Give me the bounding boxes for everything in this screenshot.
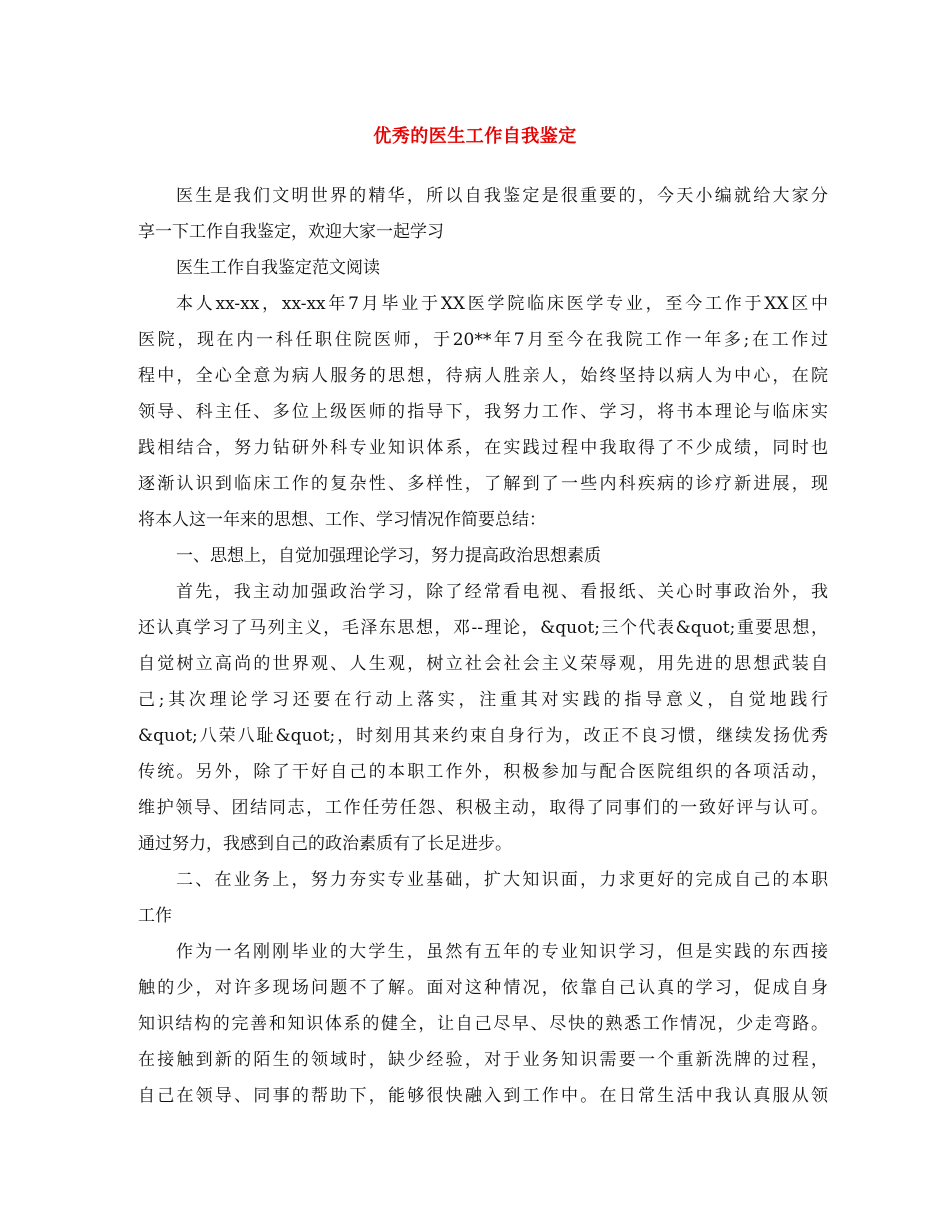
paragraph-line: 还认真学习了马列主义，毛泽东思想，邓--理论，&quot;三个代表&quot;重要思想， [138,618,828,638]
paragraph-line: 自觉树立高尚的世界观、人生观，树立社会社会主义荣辱观，用先进的思想武装自 [138,654,828,674]
paragraph-line: 领导、科主任、多位上级医师的指导下，我努力工作、学习，将书本理论与临床实 [138,402,828,422]
paragraph-line: 逐渐认识到临床工作的复杂性、多样性，了解到了一些内科疾病的诊疗新进展，现 [138,474,828,494]
paragraph-line: 程中，全心全意为病人服务的思想，待病人胜亲人，始终坚持以病人为中心，在院 [138,366,828,386]
paragraph-line: 己;其次理论学习还要在行动上落实，注重其对实践的指导意义，自觉地践行 [138,690,828,710]
paragraph-line: 在接触到新的陌生的领域时，缺少经验，对于业务知识需要一个重新洗牌的过程， [138,1050,828,1070]
paragraph-line: 医生工作自我鉴定范文阅读 [176,258,380,278]
paragraph-line: 知识结构的完善和知识体系的健全，让自己尽早、尽快的熟悉工作情况，少走弯路。 [138,1014,828,1034]
section-heading: 二、在业务上，努力夯实专业基础，扩大知识面，力求更好的完成自己的本职 [176,870,828,890]
section-heading: 一、思想上，自觉加强理论学习，努力提高政治思想素质 [176,546,601,566]
paragraph-line: 首先，我主动加强政治学习，除了经常看电视、看报纸、关心时事政治外，我 [176,582,828,602]
paragraph-line: 医院，现在内一科任职住院医师，于20**年7月至今在我院工作一年多;在工作过 [138,330,828,350]
document-title: 优秀的医生工作自我鉴定 [373,126,577,147]
paragraph-line: 本人xx-xx，xx-xx年7月毕业于XX医学院临床医学专业，至今工作于XX区中 [176,294,828,314]
paragraph-line: 触的少，对许多现场问题不了解。面对这种情况，依靠自己认真的学习，促成自身 [138,978,828,998]
paragraph-line: 作为一名刚刚毕业的大学生，虽然有五年的专业知识学习，但是实践的东西接 [176,942,828,962]
paragraph-line: 自己在领导、同事的帮助下，能够很快融入到工作中。在日常生活中我认真服从领 [138,1086,828,1106]
paragraph-line: 通过努力，我感到自己的政治素质有了长足进步。 [138,834,512,854]
paragraph-line: 维护领导、团结同志，工作任劳任怨、积极主动，取得了同事们的一致好评与认可。 [138,798,828,818]
paragraph-line: &quot;八荣八耻&quot;，时刻用其来约束自身行为，改正不良习惯，继续发扬优秀 [138,726,828,746]
paragraph-line: 践相结合，努力钻研外科专业知识体系，在实践过程中我取得了不少成绩，同时也 [138,438,828,458]
paragraph-line: 将本人这一年来的思想、工作、学习情况作简要总结： [138,510,546,530]
paragraph-line: 医生是我们文明世界的精华，所以自我鉴定是很重要的，今天小编就给大家分 [176,186,828,206]
paragraph-line: 传统。另外，除了干好自己的本职工作外，积极参加与配合医院组织的各项活动， [138,762,828,782]
paragraph-line: 享一下工作自我鉴定，欢迎大家一起学习 [138,222,444,242]
section-heading: 工作 [138,906,172,926]
